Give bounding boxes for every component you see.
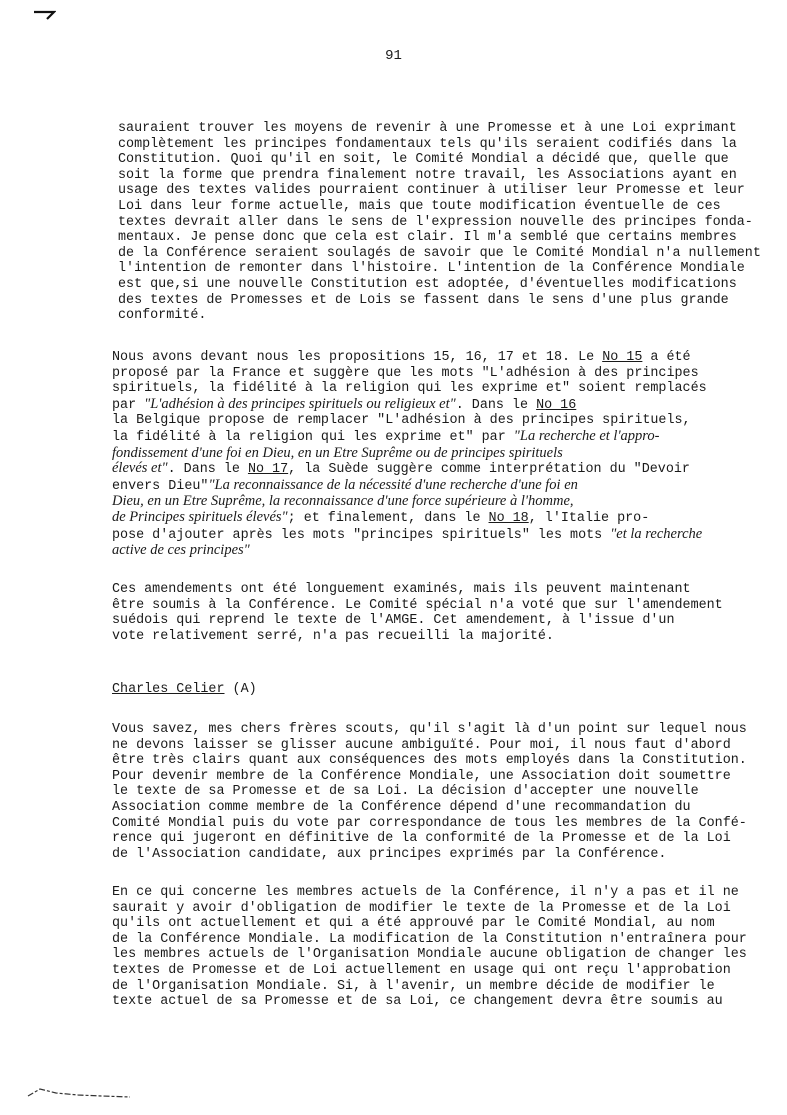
text-line: ne devons laisser se glisser aucune ambiguïté. Pour moi, il nous faut d'abord (112, 737, 731, 753)
text-line: est que,si une nouvelle Constitution est adoptée, d'éventuelles modifications (118, 276, 737, 292)
text-line: spirituels, la fidélité à la religion qui les exprime et" soient remplacés (112, 381, 707, 397)
text-line: par "L'adhésion à des principes spirituels ou religieux et". Dans le No 16 (112, 395, 577, 413)
binder-clip-mark (34, 10, 56, 20)
text-line: saurait y avoir d'obligation de modifier le texte de la Promesse et de la Loi (112, 900, 731, 916)
text-line: Dieu, en un Etre Suprême, la reconnaissance d'une force supérieure à l'homme, (112, 493, 574, 510)
text-line: l'intention de remonter dans l'histoire. L'intention de la Conférence Mondiale (118, 261, 745, 277)
text-line: le texte de sa Promesse et de sa Loi. La décision d'accepter une nouvelle (112, 784, 699, 800)
paragraph-4 (112, 722, 747, 862)
paragraph-3 (112, 582, 744, 644)
text-line: active de ces principes" (112, 542, 250, 559)
text-line: Loi dans leur forme actuelle, mais que toute modification éventuelle de ces (118, 198, 721, 214)
text-line: conformité. (118, 308, 207, 324)
text-line: envers Dieu""La reconnaissance de la nécessité d'une recherche d'une foi en (112, 476, 578, 494)
text-line: Pour devenir membre de la Conférence Mondiale, une Association doit soumettre (112, 768, 731, 784)
text-line: la fidélité à la religion qui les exprime et" par "La recherche et l'appro- (112, 427, 660, 445)
text-line: être soumis à la Conférence. Le Comité spécial n'a voté que sur l'amendement (112, 597, 723, 613)
text-line: texte actuel de sa Promesse et de sa Loi, ce changement devra être soumis au (112, 994, 723, 1010)
speaker-heading (112, 682, 744, 698)
text-line: Ces amendements ont été longuement examinés, mais ils peuvent maintenant (112, 582, 691, 597)
text-line: complètement les principes fondamentaux tels qu'ils seraient codifiés dans la (118, 136, 737, 152)
text-line: être très clairs quant aux conséquences des mots employés dans la Constitution. (112, 753, 747, 769)
page-number: 91 (385, 48, 402, 64)
speaker-name: Charles Celier (112, 682, 225, 697)
text-line: Nous avons devant nous les propositions 15, 16, 17 et 18. Le No 15 a été (112, 350, 691, 365)
proposal-16-ref: No 16 (536, 397, 577, 413)
text-line: mentaux. Je pense donc que cela est clair. Il m'a semblé que certains membres (118, 230, 737, 246)
paragraph-5 (112, 885, 747, 1010)
text-line: les membres actuels de l'Organisation Mondiale aucune obligation de changer les (112, 947, 747, 963)
text-line: soit la forme que prendra finalement notre travail, les Associations ayant en (118, 167, 737, 183)
text-line: de la Conférence Mondiale. La modification de la Constitution n'entraînera pour (112, 931, 747, 947)
text-line: de Principes spirituels élevés"; et finalement, dans le No 18, l'Italie pro- (112, 508, 650, 526)
text-line: de l'Organisation Mondiale. Si, à l'avenir, un membre décide de modifier le (112, 978, 715, 994)
text-line: de l'Association candidate, aux principes exprimés par la Conférence. (112, 846, 667, 862)
text-line: la Belgique propose de remplacer "L'adhésion à des principes spirituels, (112, 413, 691, 429)
text-line: usage des textes valides pourraient continuer à utiliser leur Promesse et leur (118, 183, 745, 199)
proposal-15-ref: No 15 (602, 350, 643, 365)
speaker-tag: (A) (224, 682, 257, 697)
text-line: qu'ils ont actuellement et qui a été approuvé par le Comité Mondial, au nom (112, 916, 715, 932)
proposal-17-ref: No 17 (247, 462, 289, 478)
text-line: élevés et". Dans le No 17, la Suède suggère comme interprétation du "Devoir (112, 460, 690, 478)
text-line: des textes de Promesses et de Lois se fassent dans le sens d'une plus grande (118, 292, 729, 308)
text-line: fondissement d'une foi en Dieu, en un Etre Suprême ou de principes spirituels (112, 444, 563, 461)
text-line: Comité Mondial puis du vote par correspondance de tous les membres de la Confé- (112, 815, 747, 831)
text-line: Vous savez, mes chers frères scouts, qu'il s'agit là d'un point sur lequel nous (112, 722, 747, 737)
paragraph-2 (112, 350, 744, 559)
text-line: de la Conférence seraient soulagés de savoir que le Comité Mondial n'a nullement (118, 245, 761, 261)
text-line: En ce qui concerne les membres actuels de la Conférence, il n'y a pas et il ne (112, 885, 739, 900)
text-line: proposé par la France et suggère que les mots "L'adhésion à des principes (112, 365, 699, 381)
text-line: textes de Promesse et de Loi actuellement en usage qui ont reçu l'approbation (112, 962, 731, 978)
scan-smudge-mark (26, 1086, 136, 1100)
text-line: Association comme membre de la Conférence dépend d'une recommandation du (112, 799, 691, 815)
text-line: vote relativement serré, n'a pas recueilli la majorité. (112, 628, 554, 644)
text-line: rence qui jugeront en définitive de la conformité de la Promesse et de la Loi (112, 831, 731, 847)
text-line: Constitution. Quoi qu'il en soit, le Comité Mondial a décidé que, quelle que (118, 152, 729, 168)
text-line: suédois qui reprend le texte de l'AMGE. Cet amendement, à l'issue d'un (112, 613, 675, 629)
text-line: textes devrait aller dans le sens de l'expression nouvelle des principes fonda- (118, 214, 753, 230)
paragraph-1 (118, 121, 761, 324)
text-line: pose d'ajouter après les mots "principes spirituels" les mots "et la recherche (112, 525, 703, 543)
proposal-18-ref: No 18 (488, 510, 529, 526)
text-line: sauraient trouver les moyens de revenir à une Promesse et à une Loi exprimant (118, 121, 737, 136)
